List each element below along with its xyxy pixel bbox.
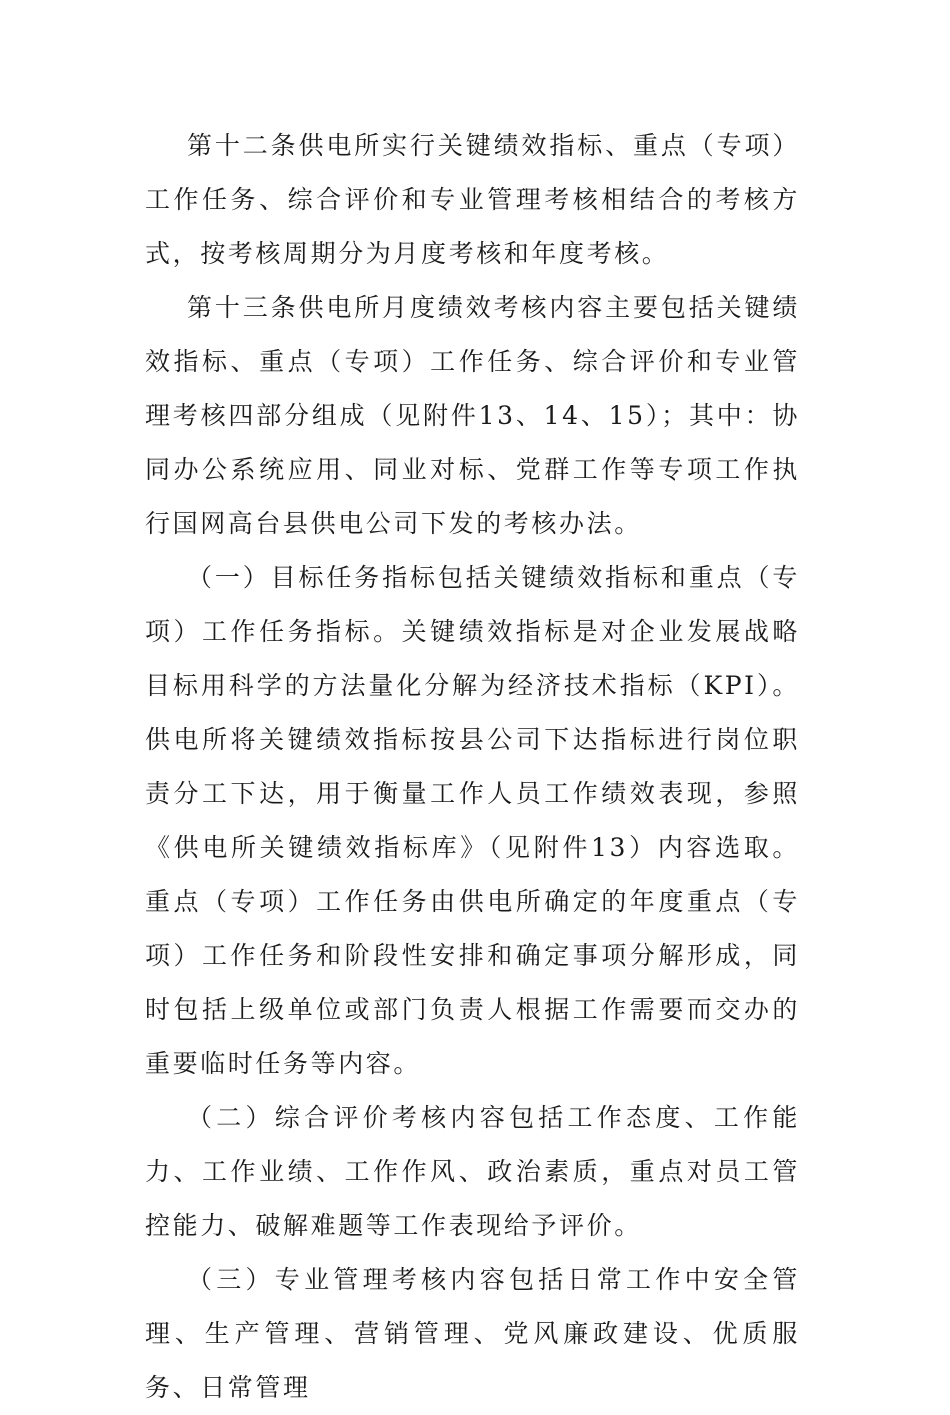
paragraph-item-3: （三）专业管理考核内容包括日常工作中安全管理、生产管理、营销管理、党风廉政建设、优质服务、日常管理 — [145, 1265, 800, 1402]
paragraph-item-1: （一）目标任务指标包括关键绩效指标和重点（专项）工作任务指标。关键绩效指标是对企业发展战略目标用科学的方法量化分解为经济技术指标（KPI）。供电所将关键绩效指标按县公司下达指标进行岗位职责分工下达，用于衡量工作人员工作绩效表现，参照《供电所关键绩效指标库》（见附件13）内容选取。重点（专项）工作任务由供电所确定的年度重点（专项）工作任务和阶段性安排和确定事项分解形成，同时包括上级单位或部门负责人根据工作需要而交办的重要临时任务等内容。 — [145, 563, 800, 1078]
document-body — [145, 119, 800, 1415]
paragraph-article-13: 第十三条供电所月度绩效考核内容主要包括关键绩效指标、重点（专项）工作任务、综合评价和专业管理考核四部分组成（见附件13、14、15）；其中：协同办公系统应用、同业对标、党群工作等专项工作执行国网高台县供电公司下发的考核办法。 — [145, 293, 800, 538]
paragraph-item-2: （二）综合评价考核内容包括工作态度、工作能力、工作业绩、工作作风、政治素质，重点对员工管控能力、破解难题等工作表现给予评价。 — [145, 1103, 800, 1240]
paragraph-article-12: 第十二条供电所实行关键绩效指标、重点（专项）工作任务、综合评价和专业管理考核相结合的考核方式，按考核周期分为月度考核和年度考核。 — [145, 131, 800, 268]
